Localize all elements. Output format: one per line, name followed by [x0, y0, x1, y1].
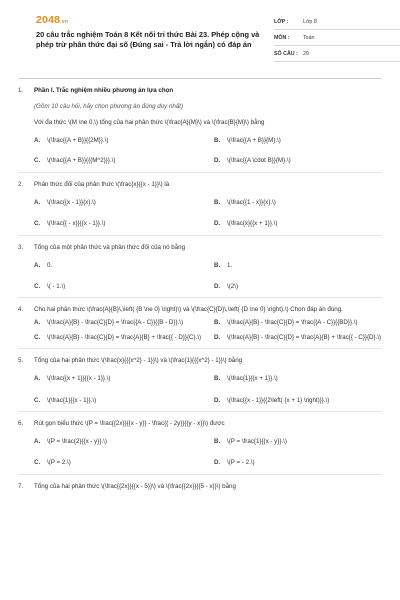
- options-grid: [34, 375, 382, 405]
- option-a[interactable]: [34, 262, 202, 270]
- question-7: [18, 482, 382, 491]
- option-letter: A.: [34, 261, 41, 269]
- option-a[interactable]: [34, 438, 202, 446]
- option-letter: A.: [34, 375, 41, 383]
- option-text: \(\frac{{1 - x}}{x}.\): [227, 198, 276, 206]
- option-letter: C.: [34, 220, 41, 228]
- option-b[interactable]: [214, 137, 382, 145]
- question-2: [18, 180, 382, 235]
- meta-key: SỐ CÂU :: [274, 50, 298, 57]
- question-number: 2.: [18, 180, 24, 188]
- option-letter: C.: [34, 157, 41, 165]
- question-number: 5.: [18, 357, 24, 365]
- section-title: Phần I. Trắc nghiệm nhiều phương án lựa chọn: [34, 87, 174, 94]
- question-text: Với đa thức \(M \ne 0,\) tổng của hai phân thức \(\frac{A}{M}\) và \(\frac{B}{M}\) bằng: [34, 119, 265, 126]
- option-text: \(\frac{{x - 1}}{x}.\): [47, 198, 96, 206]
- question-number: 3.: [18, 243, 24, 251]
- options-grid: [34, 137, 382, 166]
- option-c[interactable]: [34, 459, 202, 467]
- option-c[interactable]: [34, 157, 202, 165]
- question-divider: [18, 172, 382, 173]
- option-b[interactable]: [214, 319, 382, 327]
- page-title: 20 câu trắc nghiệm Toán 8 Kết nối tri thức Bài 23. Phép cộng và phép trừ phân thức đại số (Đúng sai - Trả lời ngắn) có đáp án: [36, 30, 260, 49]
- option-d[interactable]: [214, 459, 382, 467]
- question-divider: [18, 235, 382, 236]
- question-text: Cho hai phân thức \(\frac{A}{B}\,\left( {B \ne 0} \right)\) và \(\frac{C}{D}\,\left( {D \ne 0} \right).\) Chọn đáp án đúng.: [34, 306, 343, 314]
- options-grid: [34, 262, 382, 292]
- option-text: \(P = \frac{2}{{x - y}}.\): [47, 438, 107, 446]
- option-letter: B.: [214, 319, 221, 327]
- option-text: \(\frac{A}{B} - \frac{C}{D} = \frac{{A - C}}{{BD}}.\): [227, 319, 358, 327]
- option-b[interactable]: [214, 199, 382, 207]
- option-text: \(\frac{{A \cdot B}}{M}.\): [227, 157, 291, 165]
- question-divider: [18, 348, 382, 349]
- meta-key: LỚP :: [274, 18, 289, 25]
- option-text: 0.: [47, 261, 53, 269]
- option-letter: C.: [34, 333, 41, 341]
- option-b[interactable]: [214, 262, 382, 270]
- document-header: [18, 0, 382, 78]
- option-text: \(P = \frac{1}{{x - y}}.\): [227, 438, 287, 446]
- option-letter: A.: [34, 319, 41, 327]
- option-letter: A.: [34, 438, 41, 446]
- option-letter: B.: [214, 375, 221, 383]
- logo-text: 2048: [36, 14, 61, 26]
- question-4: [18, 305, 382, 348]
- option-text: \(\frac{A}{B} - \frac{C}{D} = \frac{A}{B} + \frac{{ - D}}{C}.\): [47, 333, 202, 341]
- option-letter: B.: [214, 137, 221, 144]
- option-letter: C.: [34, 459, 41, 467]
- question-text: Tổng của hai phân thức \(\frac{{2x}}{{x - 5}}\) và \(\frac{{2x}}{{5 - x}}\) bằng: [34, 482, 236, 490]
- meta-value: 20: [303, 50, 309, 57]
- option-letter: B.: [214, 198, 221, 206]
- header-divider: [18, 78, 382, 79]
- option-d[interactable]: [214, 334, 382, 342]
- meta-value: Toán: [303, 34, 315, 41]
- option-c[interactable]: [34, 220, 202, 228]
- option-d[interactable]: [214, 397, 382, 405]
- option-text: \( - 1.\): [47, 283, 66, 291]
- options-grid: [34, 438, 382, 468]
- option-letter: A.: [34, 198, 41, 206]
- question-text: Rút gọn biểu thức \(P = \frac{{2x}}{{x - y}} - \frac{{ - 2y}}{{y - x}}\) được: [34, 420, 225, 428]
- option-letter: D.: [214, 459, 221, 467]
- question-list: [18, 86, 382, 491]
- option-text: \(2\): [227, 283, 239, 291]
- option-b[interactable]: [214, 375, 382, 383]
- meta-row-count: [274, 46, 400, 62]
- option-text: \(\frac{x}{{x + 1}}.\): [227, 220, 278, 228]
- question-6: [18, 419, 382, 474]
- option-a[interactable]: [34, 137, 202, 145]
- option-c[interactable]: [34, 397, 202, 405]
- option-text: \(\frac{{x + 1}}{{x - 1}}.\): [47, 375, 111, 383]
- option-text: \(\frac{1}{{x + 1}}.\): [227, 375, 278, 383]
- option-text: \(\frac{A}{B} - \frac{C}{D} = \frac{A}{B} + \frac{{ - C}}{D}.\): [227, 333, 382, 341]
- options-grid: [34, 319, 382, 342]
- meta-row-subject: [274, 30, 400, 46]
- option-letter: B.: [214, 261, 221, 269]
- question-divider: [18, 474, 382, 475]
- option-text: \(P = - 2.\): [227, 459, 255, 467]
- meta-key: MÔN :: [274, 34, 290, 41]
- meta-value: Lớp 8: [303, 18, 317, 25]
- meta-row-grade: [274, 14, 400, 30]
- question-3: [18, 243, 382, 298]
- option-letter: D.: [214, 396, 221, 404]
- option-a[interactable]: [34, 375, 202, 383]
- options-grid: [34, 199, 382, 229]
- option-letter: C.: [34, 396, 41, 404]
- option-text: 1.: [227, 261, 233, 269]
- question-divider: [18, 297, 382, 298]
- meta-table: [274, 14, 400, 62]
- question-text: Tổng của một phân thức và phân thức đối của nó bằng: [34, 243, 186, 251]
- option-letter: D.: [214, 283, 221, 291]
- option-text: \(P = 2.\): [47, 459, 71, 467]
- option-letter: A.: [34, 137, 41, 144]
- option-text: \(\frac{{ - x}}{{x - 1}}.\): [47, 220, 106, 228]
- option-d[interactable]: [214, 157, 382, 165]
- question-5: [18, 356, 382, 411]
- option-d[interactable]: [214, 220, 382, 228]
- logo-suffix: .vn: [60, 19, 68, 25]
- question-text: Tổng của hai phân thức \(\frac{x}{{{x^2} - 1}}\) và \(\frac{1}{{{x^2} - 1}}\) bằng: [34, 357, 243, 365]
- question-number: 1.: [18, 87, 24, 94]
- question-divider: [18, 411, 382, 412]
- option-text: \(\frac{{A + B}}{{2M}}.\): [47, 137, 109, 144]
- option-a[interactable]: [34, 199, 202, 207]
- option-letter: B.: [214, 438, 221, 446]
- option-letter: D.: [214, 220, 221, 228]
- option-c[interactable]: [34, 283, 202, 291]
- option-text: \(\frac{1}{{x - 1}}.\): [47, 396, 97, 404]
- option-text: \(\frac{{A + B}}{{{M^2}}}.\): [47, 157, 116, 165]
- question-text: Phân thức đối của phân thức \(\frac{x}{{x - 1}}\) là: [34, 180, 170, 188]
- question-number: 6.: [18, 420, 24, 428]
- question-number: 4.: [18, 306, 24, 314]
- question-number: 7.: [18, 482, 24, 490]
- option-text: \(\frac{A}{B} - \frac{C}{D} = \frac{{A - C}}{{B - D}}.\): [47, 319, 184, 327]
- option-c[interactable]: [34, 334, 202, 342]
- option-a[interactable]: [34, 319, 202, 327]
- section-note: (Gồm 10 câu hỏi, hãy chọn phương án đúng duy nhất): [34, 103, 184, 110]
- option-b[interactable]: [214, 438, 382, 446]
- option-text: \(\frac{{A + B}}{M}.\): [227, 137, 281, 144]
- option-letter: D.: [214, 333, 221, 341]
- option-text: \(\frac{{x - 1}}{{2\left( {x + 1} \right)}}.\): [227, 396, 330, 404]
- question-1: [18, 86, 382, 172]
- option-letter: D.: [214, 157, 221, 165]
- option-letter: C.: [34, 283, 41, 291]
- site-logo[interactable]: [36, 14, 68, 26]
- option-d[interactable]: [214, 283, 382, 291]
